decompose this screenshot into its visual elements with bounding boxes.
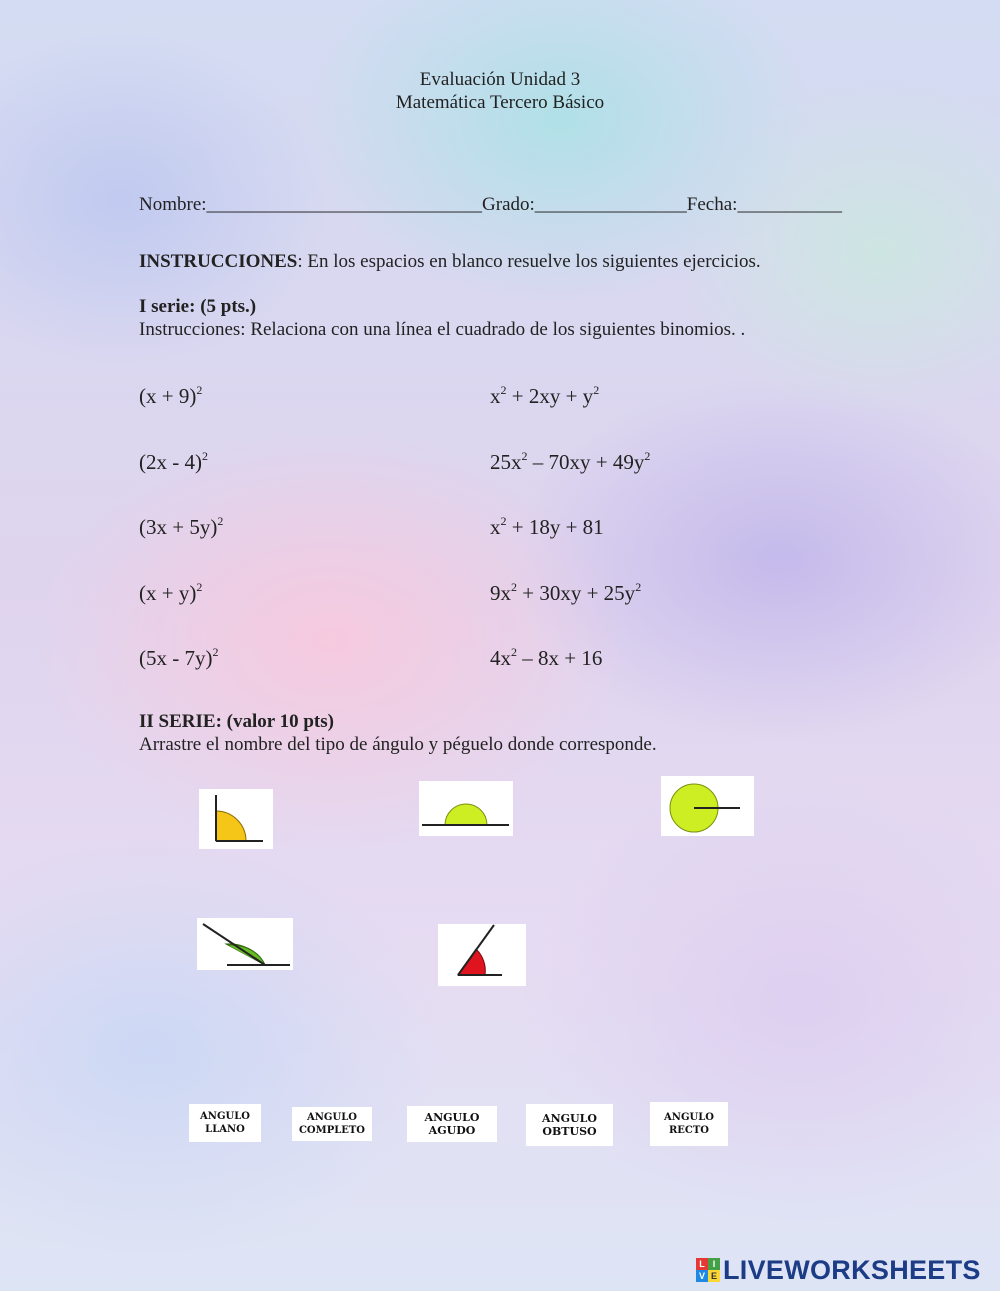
binomial-2[interactable]: (2x - 4)$^2$ [139, 449, 208, 474]
obtuse-angle-figure[interactable] [197, 918, 293, 970]
straight-angle-icon [419, 781, 513, 836]
worksheet-subtitle: Matemática Tercero Básico [395, 92, 605, 113]
acute-angle-icon [438, 924, 526, 986]
instructions-text: : En los espacios en blanco resuelve los siguientes ejercicios. [297, 251, 761, 272]
general-instructions [139, 251, 761, 273]
trinomial-2[interactable]: $25x^2 - 70xy + 49y^2$ [490, 449, 651, 474]
trinomial-1[interactable]: $x^2 + 2xy + y^2$ [490, 383, 600, 408]
obtuse-angle-icon [197, 918, 293, 970]
label-angulo-completo[interactable]: ANGULO COMPLETO [292, 1107, 372, 1141]
right-angle-figure[interactable] [199, 789, 273, 849]
label-angulo-agudo[interactable]: ANGULO AGUDO [407, 1106, 497, 1142]
instructions-label: INSTRUCCIONES [139, 251, 298, 272]
trinomial-5[interactable]: $4x^2 - 8x + 16$ [490, 645, 603, 670]
serie2-instructions: Arrastre el nombre del tipo de ángulo y péguelo donde corresponde. [139, 734, 657, 755]
binomial-1[interactable]: $(x + 9)^2$ [139, 383, 203, 408]
binomial-4[interactable]: $(x + y)^2$ [139, 580, 203, 605]
binomial-3[interactable]: $(3x + 5y)^2$ [139, 514, 224, 539]
right-angle-icon [199, 789, 273, 849]
acute-angle-figure[interactable] [438, 924, 526, 986]
straight-angle-figure[interactable] [419, 781, 513, 836]
trinomial-3[interactable]: $x^2 + 18y + 81$ [490, 514, 604, 539]
serie1-instructions: Instrucciones: Relaciona con una línea el cuadrado de los siguientes binomios. . [139, 319, 746, 340]
brand-name: LIVEWORKSHEETS [723, 1254, 981, 1285]
full-angle-icon [661, 776, 754, 836]
student-info-line: Nombre:_____________________________Grado:________________Fecha:___________ [139, 194, 842, 215]
label-angulo-llano[interactable]: ANGULO LLANO [189, 1104, 261, 1142]
binomial-5[interactable]: (5x - 7y)$^2$ [139, 645, 219, 670]
serie1-title: I serie: (5 pts.) [139, 296, 257, 317]
serie2-title: II SERIE: (valor 10 pts) [139, 711, 334, 732]
trinomial-4[interactable]: $9x^2 + 30xy + 25y^2$ [490, 580, 642, 605]
label-angulo-obtuso[interactable]: ANGULO OBTUSO [526, 1104, 613, 1146]
liveworksheets-brand[interactable] [696, 1255, 996, 1285]
label-angulo-recto[interactable]: ANGULO RECTO [650, 1102, 728, 1146]
worksheet-title: Evaluación Unidad 3 [419, 69, 581, 90]
full-angle-figure[interactable] [661, 776, 754, 836]
liveworksheets-logo-icon: L I V E [696, 1258, 720, 1282]
